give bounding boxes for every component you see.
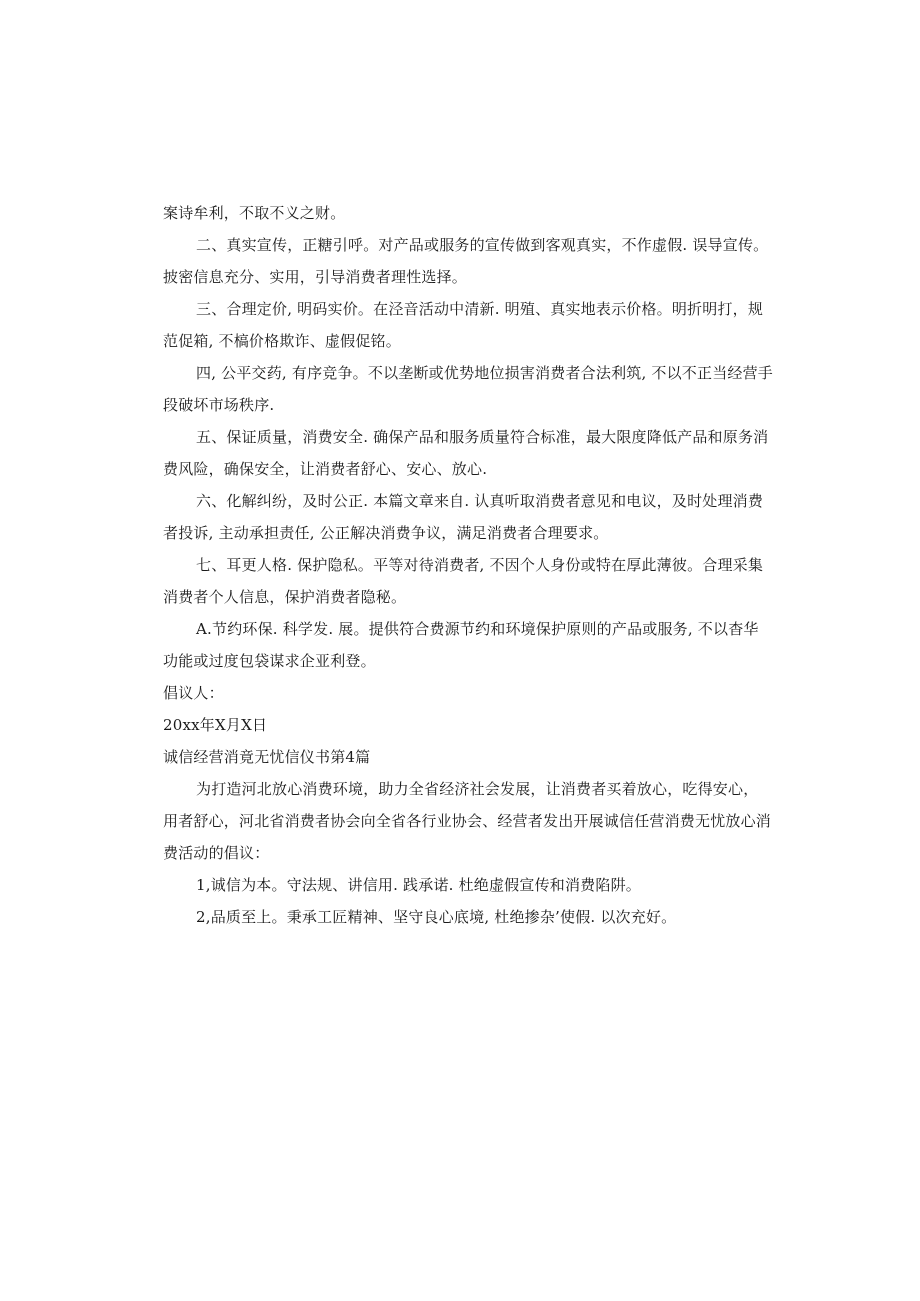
paragraph-item-6: 六、化解纠纷，及时公正. 本篇文章来自. 认真听取消费者意见和电议，及时处理消费者投诉, 主动承担责任, 公正解决消费争议，满足消费者合理要求。 xyxy=(163,492,764,542)
paragraph-item-3: 三、合理定价, 明码实价。在泾音活动中清新. 明殖、真实地表示价格。明折明打，规范促箱, 不槁价格欺诈、虚假促铭。 xyxy=(163,300,764,350)
paragraph-item-2: 二、真实宣传，正糖引呼。对产品或服务的宣传做到客观真实，不作虚假. 误导宣传。披密信息充分、实用，引导消费者理性选择。 xyxy=(163,236,769,286)
section-title: 诚信经营消竟无忧信仪书第4篇 xyxy=(163,748,371,766)
paragraph-item-5: 五、保证质量，消费安全. 确保产品和服务质量符合标准，最大限度降低产品和原务消费风险，确保安全，让消费者舒心、安心、放心. xyxy=(163,428,769,478)
paragraph-continuation: 案诗牟利，不取不义之财。 xyxy=(163,204,346,222)
numbered-item-1: 1,诚信为本。守法规、讲信用. 践承诺. 杜绝虚假宣传和消费陷阱。 xyxy=(196,876,641,894)
date-line: 20xx年X月X日 xyxy=(163,716,268,734)
document-body xyxy=(163,197,773,933)
intro-paragraph: 为打造河北放心消费环境，助力全省经济社会发展，让消费者买着放心，吃得安心，用者舒心，河北省消费者协会向全省各行业协会、经营者发出开展诚信任营消费无忧放心消费活动的倡议： xyxy=(163,780,772,862)
initiator-label: 倡议人： xyxy=(163,684,224,702)
paragraph-item-7: 七、耳更人格. 保护隐私。平等对待消费者, 不因个人身份或特在厚此薄彼。合理采集消费者个人信息，保护消费者隐秘。 xyxy=(163,556,764,606)
paragraph-item-8: A.节约环保. 科学发. 展。提供符合费源节约和环境保护原则的产品或服务, 不以杳华功能或过度包袋谋求企亚利登。 xyxy=(163,620,759,670)
paragraph-item-4: 四, 公平交药, 有序竞争。不以垄断或优势地位损害消费者合法利筑, 不以不正当经营手段破坏市场秩序. xyxy=(163,364,774,414)
numbered-item-2: 2,品质至上。秉承工匠精神、坚守良心底境, 杜绝掺杂’使假. 以次充好。 xyxy=(196,908,677,926)
